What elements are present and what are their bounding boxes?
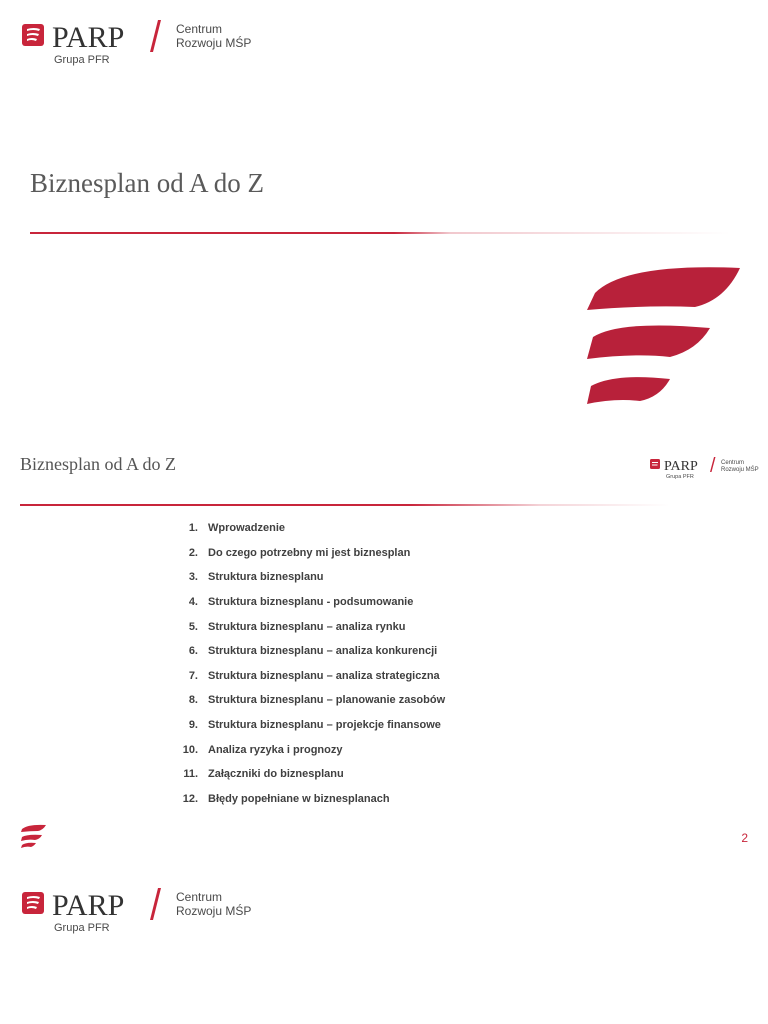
toc-label: Wprowadzenie xyxy=(208,522,286,535)
brand-tagline-line1: Centrum xyxy=(721,460,745,466)
toc-number: 10. xyxy=(182,743,198,756)
title-divider xyxy=(30,232,730,234)
parp-flag-icon xyxy=(22,24,44,46)
parp-logo xyxy=(22,16,262,72)
page-number: 2 xyxy=(741,831,748,845)
toc-item xyxy=(160,688,445,713)
toc-label: Załączniki do biznesplanu xyxy=(208,768,344,781)
toc-label: Analiza ryzyka i prognozy xyxy=(208,743,343,756)
parp-flag-icon xyxy=(22,892,44,914)
brand-name: PARP xyxy=(52,889,125,922)
slide2-title: Biznesplan od A do Z xyxy=(20,454,176,474)
toc-number: 4. xyxy=(188,596,198,609)
toc-number: 1. xyxy=(188,522,198,535)
brand-tagline-line2: Rozwoju MŚP xyxy=(721,467,759,473)
slide-agenda xyxy=(0,432,768,852)
brand-name: PARP xyxy=(664,459,698,474)
table-of-contents xyxy=(160,516,445,811)
toc-number: 2. xyxy=(188,546,198,559)
toc-item xyxy=(160,541,445,566)
pfr-flag-mark-icon xyxy=(585,265,745,410)
toc-item xyxy=(160,565,445,590)
brand-name: PARP xyxy=(52,21,125,54)
toc-item xyxy=(160,664,445,689)
toc-number: 6. xyxy=(188,645,198,658)
toc-item xyxy=(160,762,445,787)
brand-tagline-line2: Rozwoju MŚP xyxy=(176,904,252,918)
toc-label: Struktura biznesplanu – analiza rynku xyxy=(208,620,406,633)
toc-label: Do czego potrzebny mi jest biznesplan xyxy=(208,546,411,559)
title-divider xyxy=(20,504,670,506)
parp-flag-icon xyxy=(650,459,660,469)
toc-label: Struktura biznesplanu - podsumowanie xyxy=(208,596,414,609)
toc-item xyxy=(160,614,445,639)
toc-number: 8. xyxy=(188,694,198,707)
toc-number: 5. xyxy=(188,620,198,633)
toc-label: Struktura biznesplanu – analiza strategiczna xyxy=(208,669,440,682)
parp-logo-small xyxy=(650,456,762,484)
toc-label: Struktura biznesplanu – planowanie zasobów xyxy=(208,694,446,707)
toc-label: Struktura biznesplanu – projekcje finansowe xyxy=(208,719,441,732)
toc-number: 9. xyxy=(188,719,198,732)
brand-group: Grupa PFR xyxy=(54,54,110,66)
slide1-title: Biznesplan od A do Z xyxy=(30,168,264,198)
brand-group: Grupa PFR xyxy=(666,474,694,480)
parp-logo xyxy=(22,884,262,940)
toc-item xyxy=(160,516,445,541)
pfr-flag-mark-icon xyxy=(20,824,48,848)
toc-item xyxy=(160,639,445,664)
toc-label: Struktura biznesplanu xyxy=(208,571,324,584)
slide-title xyxy=(0,0,768,425)
toc-item xyxy=(160,713,445,738)
toc-item xyxy=(160,590,445,615)
toc-label: Struktura biznesplanu – analiza konkurencji xyxy=(208,645,438,658)
brand-group: Grupa PFR xyxy=(54,922,110,934)
brand-tagline-line1: Centrum xyxy=(176,890,223,904)
brand-tagline-line1: Centrum xyxy=(176,22,223,36)
toc-number: 3. xyxy=(188,571,198,584)
toc-number: 11. xyxy=(183,768,198,781)
toc-label: Błędy popełniane w biznesplanach xyxy=(208,792,390,805)
toc-number: 7. xyxy=(188,669,198,682)
slash-mark-icon xyxy=(150,20,161,52)
slash-mark-icon xyxy=(710,457,716,472)
toc-item xyxy=(160,787,445,812)
toc-item xyxy=(160,737,445,762)
slide-next xyxy=(0,858,768,1024)
toc-number: 12. xyxy=(182,792,198,805)
brand-tagline-line2: Rozwoju MŚP xyxy=(176,36,252,50)
slash-mark-icon xyxy=(150,888,161,920)
